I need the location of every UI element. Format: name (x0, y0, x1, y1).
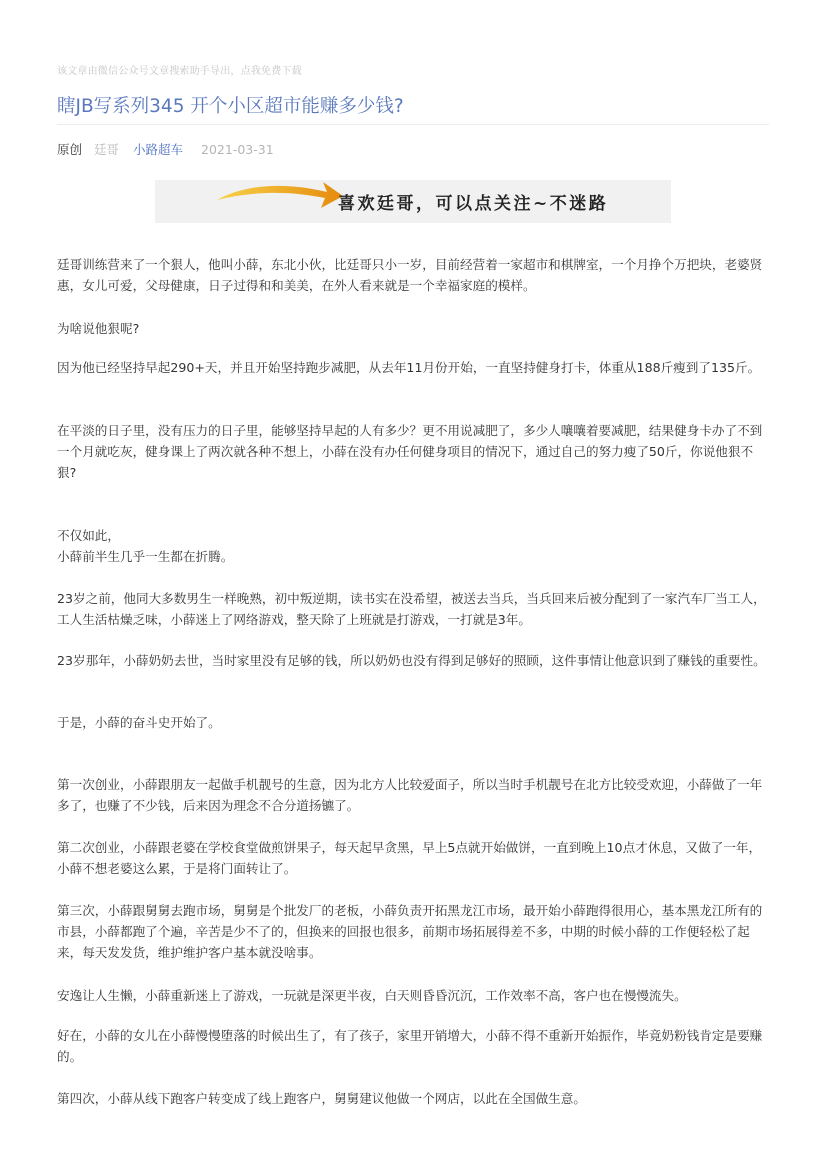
paragraph: 第一次创业，小薛跟朋友一起做手机靓号的生意，因为北方人比较爱面子，所以当时手机靓号在北方比较受欢迎，小薛做了一年多了，也赚了不少钱，后来因为理念不合分道扬镳了。 (57, 777, 763, 813)
follow-banner (155, 180, 671, 223)
paragraph: 不仅如此， (57, 528, 120, 543)
paragraph: 廷哥训练营来了一个狠人，他叫小薛，东北小伙，比廷哥只小一岁，目前经营着一家超市和棋牌室，一个月挣个万把块，老婆贤惠，女儿可爱，父母健康，日子过得和和美美，在外人看来就是一个幸福家庭的模样。 (57, 257, 763, 293)
paragraph: 因为他已经坚持早起290+天，并且开始坚持跑步减肥，从去年11月份开始，一直坚持健身打卡，体重从188斤瘦到了135斤。 (57, 360, 761, 375)
paragraph: 第三次，小薛跟舅舅去跑市场，舅舅是个批发厂的老板，小薛负责开拓黑龙江市场，最开始小薛跑得很用心，基本黑龙江所有的市县，小薛都跑了个遍，辛苦是少不了的，但换来的回报也很多，前期市场拓展得差不多，中期的时候小薛的工作便轻松了起来，每天发发货，维护维护客户基本就没啥事。 (57, 903, 763, 960)
paragraph: 23岁那年，小薛奶奶去世，当时家里没有足够的钱，所以奶奶也没有得到足够好的照顾，这件事情让他意识到了赚钱的重要性。 (57, 653, 766, 668)
paragraph: 23岁之前，他同大多数男生一样晚熟，初中叛逆期，读书实在没希望，被送去当兵，当兵回来后被分配到了一家汽车厂当工人，工人生活枯燥乏味，小薛迷上了网络游戏，整天除了上班就是打游戏，一打就是3年。 (57, 591, 766, 627)
paragraph: 安逸让人生懒，小薛重新迷上了游戏，一玩就是深更半夜，白天则昏昏沉沉，工作效率不高，客户也在慢慢流失。 (57, 988, 687, 1003)
original-badge: 原创 (57, 142, 83, 157)
paragraph: 小薛前半生几乎一生都在折腾。 (57, 549, 234, 564)
paragraph: 第二次创业，小薛跟老婆在学校食堂做煎饼果子，每天起早贪黑，早上5点就开始做饼，一直到晚上10点才休息，又做了一年，小薛不想老婆这么累，于是将门面转让了。 (57, 840, 762, 876)
paragraph: 为啥说他狠呢? (57, 321, 140, 336)
account-link[interactable]: 小路超车 (133, 142, 184, 157)
article-meta (57, 140, 282, 158)
export-notice-link[interactable]: 该文章由微信公众号文章搜索助手导出，点我免费下载 (57, 66, 302, 77)
paragraph: 于是，小薛的奋斗史开始了。 (57, 715, 221, 730)
paragraph: 在平淡的日子里，没有压力的日子里，能够坚持早起的人有多少？更不用说减肥了，多少人嚷嚷着要减肥，结果健身卡办了不到一个月就吃灰，健身课上了两次就各种不想上，小薛在没有办任何健身项目的情况下，通过自己的努力瘦了50斤，你说他狠不狠? (57, 423, 763, 480)
paragraph: 好在，小薛的女儿在小薛慢慢堕落的时候出生了，有了孩子，家里开销增大，小薛不得不重新开始振作，毕竟奶粉钱肯定是要赚的。 (57, 1028, 763, 1064)
article-title: 瞎JB写系列345 开个小区超市能赚多少钱? (57, 96, 404, 117)
arrow-icon (215, 180, 345, 223)
title-divider (57, 124, 769, 125)
banner-text: 喜欢廷哥，可以点关注~不迷路 (338, 194, 609, 214)
author-name: 廷哥 (94, 142, 120, 157)
publish-date: 2021-03-31 (201, 142, 274, 157)
paragraph: 第四次，小薛从线下跑客户转变成了线上跑客户，舅舅建议他做一个网店，以此在全国做生意。 (57, 1091, 586, 1106)
